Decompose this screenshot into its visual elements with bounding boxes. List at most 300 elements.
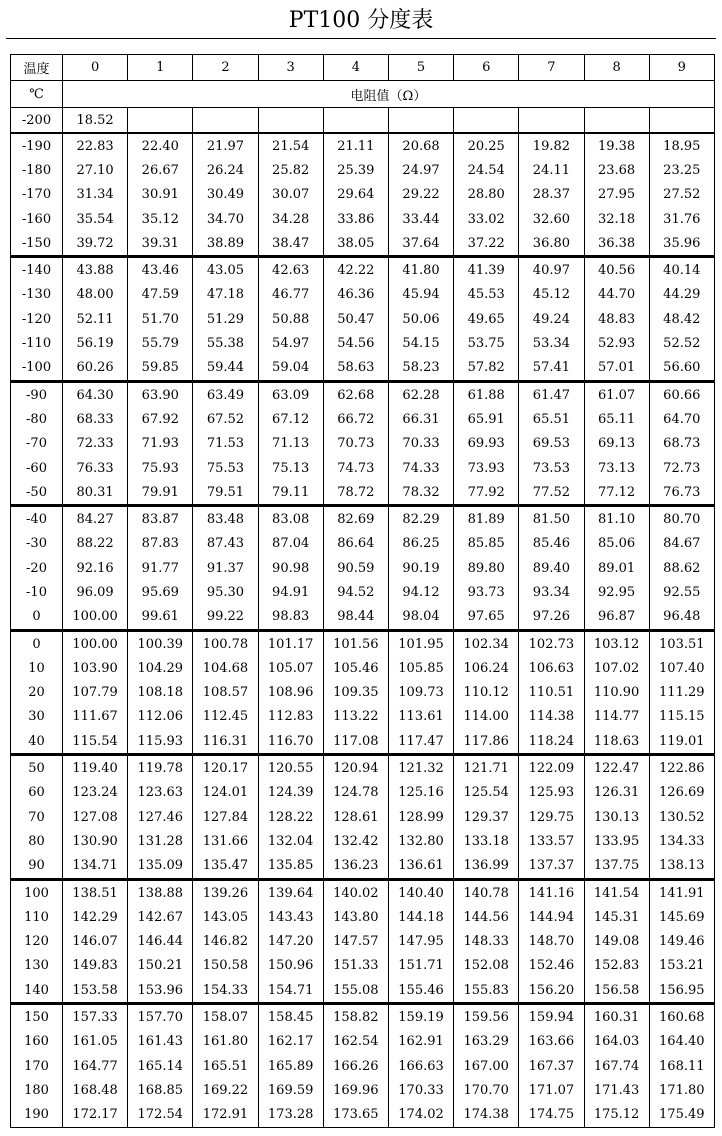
- resistance-cell: 72.73: [649, 456, 714, 480]
- resistance-cell: 144.56: [454, 905, 519, 929]
- resistance-cell: 116.70: [258, 729, 323, 755]
- resistance-cell: 74.33: [388, 456, 453, 480]
- temperature-cell: -90: [11, 381, 63, 407]
- resistance-cell: 22.40: [128, 133, 193, 158]
- resistance-cell: 77.52: [519, 480, 584, 506]
- resistance-cell: 76.33: [63, 456, 128, 480]
- temp-header-label: 温度: [11, 55, 63, 81]
- resistance-cell: 21.11: [323, 133, 388, 158]
- resistance-cell: 43.46: [128, 257, 193, 283]
- resistance-cell: 29.22: [388, 183, 453, 207]
- temperature-cell: 40: [11, 729, 63, 755]
- resistance-cell: 115.15: [649, 705, 714, 729]
- temp-unit-label: ℃: [11, 81, 63, 108]
- resistance-cell: 48.00: [63, 283, 128, 307]
- resistance-cell: 150.21: [128, 954, 193, 978]
- row-group: [11, 381, 715, 505]
- resistance-cell: 120.55: [258, 755, 323, 781]
- resistance-cell: 147.95: [388, 930, 453, 954]
- temperature-cell: -30: [11, 532, 63, 556]
- resistance-cell: 161.43: [128, 1030, 193, 1054]
- resistance-cell: 135.85: [258, 854, 323, 880]
- resistance-cell: 157.70: [128, 1004, 193, 1030]
- resistance-cell: 67.92: [128, 407, 193, 431]
- resistance-cell: 152.83: [584, 954, 649, 978]
- row-group: [11, 1004, 715, 1127]
- resistance-cell: 46.36: [323, 283, 388, 307]
- resistance-cell: 30.49: [193, 183, 258, 207]
- table-body-first-row: [11, 108, 715, 134]
- column-header: 6: [454, 55, 519, 81]
- resistance-cell: 140.78: [454, 879, 519, 905]
- resistance-cell: 114.38: [519, 705, 584, 729]
- resistance-cell: 131.28: [128, 829, 193, 853]
- resistance-cell: 107.40: [649, 656, 714, 680]
- resistance-cell: 126.31: [584, 781, 649, 805]
- table-row: [11, 729, 715, 755]
- resistance-cell: 127.46: [128, 805, 193, 829]
- resistance-cell: 42.63: [258, 257, 323, 283]
- resistance-cell: 103.90: [63, 656, 128, 680]
- resistance-cell: 27.10: [63, 158, 128, 182]
- temperature-cell: 100: [11, 879, 63, 905]
- resistance-cell: 73.93: [454, 456, 519, 480]
- resistance-cell: 107.02: [584, 656, 649, 680]
- resistance-cell: 145.69: [649, 905, 714, 929]
- resistance-cell: 84.67: [649, 532, 714, 556]
- table-row: [11, 580, 715, 604]
- resistance-cell: 115.93: [128, 729, 193, 755]
- temperature-cell: -70: [11, 432, 63, 456]
- resistance-cell: 43.88: [63, 257, 128, 283]
- resistance-cell: 28.80: [454, 183, 519, 207]
- resistance-cell: 148.70: [519, 930, 584, 954]
- resistance-cell: 81.50: [519, 506, 584, 532]
- resistance-cell: 41.80: [388, 257, 453, 283]
- resistance-cell: 160.68: [649, 1004, 714, 1030]
- resistance-cell: 155.08: [323, 978, 388, 1004]
- temperature-cell: 150: [11, 1004, 63, 1030]
- resistance-cell: 127.08: [63, 805, 128, 829]
- temperature-cell: -130: [11, 283, 63, 307]
- resistance-cell: 85.06: [584, 532, 649, 556]
- resistance-cell: 89.01: [584, 556, 649, 580]
- temperature-cell: 130: [11, 954, 63, 978]
- resistance-cell: 129.75: [519, 805, 584, 829]
- resistance-cell: 19.38: [584, 133, 649, 158]
- temperature-cell: 80: [11, 829, 63, 853]
- resistance-cell: 18.95: [649, 133, 714, 158]
- table-row: [11, 207, 715, 231]
- resistance-cell: 111.29: [649, 681, 714, 705]
- table-row: [11, 930, 715, 954]
- temperature-cell: -40: [11, 506, 63, 532]
- resistance-cell: 154.33: [193, 978, 258, 1004]
- resistance-cell: 138.88: [128, 879, 193, 905]
- resistance-cell: 48.83: [584, 307, 649, 331]
- resistance-cell: 59.44: [193, 356, 258, 382]
- resistance-cell: 137.75: [584, 854, 649, 880]
- resistance-cell: 136.23: [323, 854, 388, 880]
- resistance-cell: 58.63: [323, 356, 388, 382]
- row-group: [11, 630, 715, 754]
- resistance-cell: 53.34: [519, 331, 584, 355]
- resistance-cell: 123.24: [63, 781, 128, 805]
- temperature-cell: -150: [11, 231, 63, 257]
- resistance-cell: 81.10: [584, 506, 649, 532]
- resistance-cell: 27.95: [584, 183, 649, 207]
- resistance-cell: 130.90: [63, 829, 128, 853]
- resistance-cell: 174.75: [519, 1103, 584, 1128]
- temperature-cell: 110: [11, 905, 63, 929]
- resistance-cell: 131.66: [193, 829, 258, 853]
- resistance-cell: 40.56: [584, 257, 649, 283]
- resistance-cell: 124.78: [323, 781, 388, 805]
- resistance-cell: 144.18: [388, 905, 453, 929]
- resistance-cell: 89.80: [454, 556, 519, 580]
- table-row: [11, 656, 715, 680]
- resistance-cell: 100.78: [193, 630, 258, 656]
- temperature-cell: 0: [11, 630, 63, 656]
- temperature-cell: 120: [11, 930, 63, 954]
- resistance-cell: 69.13: [584, 432, 649, 456]
- resistance-cell: [193, 108, 258, 134]
- resistance-cell: 118.63: [584, 729, 649, 755]
- resistance-cell: [584, 108, 649, 134]
- resistance-cell: 159.19: [388, 1004, 453, 1030]
- resistance-cell: 60.66: [649, 381, 714, 407]
- resistance-cell: 147.57: [323, 930, 388, 954]
- table-row: [11, 781, 715, 805]
- resistance-cell: 136.61: [388, 854, 453, 880]
- resistance-cell: 71.53: [193, 432, 258, 456]
- resistance-cell: 99.22: [193, 605, 258, 631]
- resistance-cell: 175.12: [584, 1103, 649, 1128]
- resistance-cell: 45.94: [388, 283, 453, 307]
- resistance-cell: 66.72: [323, 407, 388, 431]
- resistance-cell: 121.71: [454, 755, 519, 781]
- resistance-cell: 98.44: [323, 605, 388, 631]
- resistance-cell: 135.47: [193, 854, 258, 880]
- resistance-cell: 165.14: [128, 1054, 193, 1078]
- resistance-cell: 90.59: [323, 556, 388, 580]
- resistance-cell: 150.96: [258, 954, 323, 978]
- resistance-cell: 95.30: [193, 580, 258, 604]
- resistance-cell: 40.14: [649, 257, 714, 283]
- resistance-cell: 45.12: [519, 283, 584, 307]
- resistance-cell: 52.11: [63, 307, 128, 331]
- resistance-header-label: 电阻值（Ω）: [63, 81, 715, 108]
- column-header: 2: [193, 55, 258, 81]
- resistance-cell: 21.54: [258, 133, 323, 158]
- resistance-cell: 83.87: [128, 506, 193, 532]
- resistance-cell: 165.89: [258, 1054, 323, 1078]
- resistance-cell: 44.29: [649, 283, 714, 307]
- resistance-cell: 88.22: [63, 532, 128, 556]
- resistance-cell: 45.53: [454, 283, 519, 307]
- resistance-cell: 108.96: [258, 681, 323, 705]
- resistance-cell: 141.91: [649, 879, 714, 905]
- resistance-cell: 66.31: [388, 407, 453, 431]
- resistance-cell: [454, 108, 519, 134]
- resistance-cell: 169.96: [323, 1078, 388, 1102]
- resistance-cell: 169.59: [258, 1078, 323, 1102]
- resistance-cell: 78.32: [388, 480, 453, 506]
- resistance-cell: 148.33: [454, 930, 519, 954]
- resistance-cell: 67.12: [258, 407, 323, 431]
- resistance-cell: [519, 108, 584, 134]
- resistance-cell: 144.94: [519, 905, 584, 929]
- table-row: [11, 133, 715, 158]
- column-header: 7: [519, 55, 584, 81]
- temperature-cell: -80: [11, 407, 63, 431]
- resistance-cell: 69.53: [519, 432, 584, 456]
- resistance-cell: 57.41: [519, 356, 584, 382]
- resistance-cell: 65.91: [454, 407, 519, 431]
- resistance-cell: 166.26: [323, 1054, 388, 1078]
- resistance-cell: 146.07: [63, 930, 128, 954]
- row-group: [11, 755, 715, 879]
- resistance-cell: 80.70: [649, 506, 714, 532]
- resistance-cell: 69.93: [454, 432, 519, 456]
- resistance-cell: 106.24: [454, 656, 519, 680]
- table-row: [11, 1030, 715, 1054]
- resistance-cell: 112.45: [193, 705, 258, 729]
- resistance-cell: 32.18: [584, 207, 649, 231]
- resistance-cell: 47.59: [128, 283, 193, 307]
- resistance-cell: 85.46: [519, 532, 584, 556]
- resistance-cell: 138.51: [63, 879, 128, 905]
- resistance-cell: 123.63: [128, 781, 193, 805]
- resistance-cell: 158.45: [258, 1004, 323, 1030]
- resistance-cell: 90.98: [258, 556, 323, 580]
- resistance-cell: 57.01: [584, 356, 649, 382]
- table-row: [11, 158, 715, 182]
- resistance-cell: 164.40: [649, 1030, 714, 1054]
- resistance-cell: 94.12: [388, 580, 453, 604]
- resistance-cell: 92.95: [584, 580, 649, 604]
- table-row: [11, 854, 715, 880]
- resistance-cell: 37.64: [388, 231, 453, 257]
- resistance-cell: 128.99: [388, 805, 453, 829]
- resistance-cell: 171.80: [649, 1078, 714, 1102]
- temperature-cell: -160: [11, 207, 63, 231]
- resistance-cell: 94.91: [258, 580, 323, 604]
- resistance-cell: 33.02: [454, 207, 519, 231]
- resistance-cell: 130.52: [649, 805, 714, 829]
- resistance-cell: 120.94: [323, 755, 388, 781]
- temperature-cell: 170: [11, 1054, 63, 1078]
- resistance-cell: 38.47: [258, 231, 323, 257]
- resistance-cell: 97.26: [519, 605, 584, 631]
- resistance-cell: 106.63: [519, 656, 584, 680]
- resistance-cell: 29.64: [323, 183, 388, 207]
- resistance-cell: 59.85: [128, 356, 193, 382]
- resistance-cell: 75.93: [128, 456, 193, 480]
- resistance-cell: 112.06: [128, 705, 193, 729]
- resistance-cell: 164.03: [584, 1030, 649, 1054]
- resistance-cell: 80.31: [63, 480, 128, 506]
- resistance-cell: 167.37: [519, 1054, 584, 1078]
- resistance-cell: 152.08: [454, 954, 519, 978]
- resistance-cell: 61.07: [584, 381, 649, 407]
- resistance-cell: 167.74: [584, 1054, 649, 1078]
- temperature-cell: -50: [11, 480, 63, 506]
- resistance-cell: 119.01: [649, 729, 714, 755]
- resistance-cell: 139.64: [258, 879, 323, 905]
- resistance-cell: 67.52: [193, 407, 258, 431]
- resistance-cell: 31.76: [649, 207, 714, 231]
- resistance-cell: 153.58: [63, 978, 128, 1004]
- resistance-cell: 115.54: [63, 729, 128, 755]
- resistance-cell: 102.73: [519, 630, 584, 656]
- resistance-cell: 38.05: [323, 231, 388, 257]
- resistance-cell: 55.38: [193, 331, 258, 355]
- resistance-cell: 103.51: [649, 630, 714, 656]
- resistance-cell: 102.34: [454, 630, 519, 656]
- resistance-cell: 38.89: [193, 231, 258, 257]
- resistance-cell: 96.09: [63, 580, 128, 604]
- resistance-cell: 87.83: [128, 532, 193, 556]
- resistance-cell: 35.96: [649, 231, 714, 257]
- resistance-cell: 83.48: [193, 506, 258, 532]
- resistance-cell: 81.89: [454, 506, 519, 532]
- temperature-cell: 20: [11, 681, 63, 705]
- resistance-cell: [323, 108, 388, 134]
- table-row: [11, 605, 715, 631]
- resistance-cell: 151.33: [323, 954, 388, 978]
- resistance-cell: 91.37: [193, 556, 258, 580]
- resistance-cell: 130.13: [584, 805, 649, 829]
- resistance-cell: 161.80: [193, 1030, 258, 1054]
- resistance-cell: 90.19: [388, 556, 453, 580]
- resistance-cell: 133.57: [519, 829, 584, 853]
- resistance-cell: 82.69: [323, 506, 388, 532]
- resistance-cell: 161.05: [63, 1030, 128, 1054]
- resistance-cell: 132.80: [388, 829, 453, 853]
- resistance-cell: 158.07: [193, 1004, 258, 1030]
- resistance-cell: 143.80: [323, 905, 388, 929]
- temperature-cell: 90: [11, 854, 63, 880]
- resistance-cell: 40.97: [519, 257, 584, 283]
- resistance-cell: 118.24: [519, 729, 584, 755]
- resistance-cell: 133.18: [454, 829, 519, 853]
- resistance-cell: 107.79: [63, 681, 128, 705]
- resistance-cell: 62.68: [323, 381, 388, 407]
- resistance-cell: 157.33: [63, 1004, 128, 1030]
- resistance-cell: 117.86: [454, 729, 519, 755]
- resistance-cell: 101.95: [388, 630, 453, 656]
- temperature-cell: -120: [11, 307, 63, 331]
- temperature-cell: -190: [11, 133, 63, 158]
- table-row: [11, 1078, 715, 1102]
- temperature-cell: 70: [11, 805, 63, 829]
- resistance-cell: 116.31: [193, 729, 258, 755]
- column-header: 0: [63, 55, 128, 81]
- resistance-cell: 68.73: [649, 432, 714, 456]
- temperature-cell: -170: [11, 183, 63, 207]
- table-row: [11, 1054, 715, 1078]
- resistance-cell: 99.61: [128, 605, 193, 631]
- resistance-cell: 50.47: [323, 307, 388, 331]
- resistance-cell: 147.20: [258, 930, 323, 954]
- resistance-cell: 79.11: [258, 480, 323, 506]
- resistance-cell: 23.25: [649, 158, 714, 182]
- resistance-cell: 50.88: [258, 307, 323, 331]
- table-row: [11, 705, 715, 729]
- resistance-cell: [649, 108, 714, 134]
- resistance-cell: 119.40: [63, 755, 128, 781]
- resistance-cell: 105.07: [258, 656, 323, 680]
- resistance-cell: [258, 108, 323, 134]
- resistance-cell: 111.67: [63, 705, 128, 729]
- resistance-cell: 170.70: [454, 1078, 519, 1102]
- column-header: 5: [388, 55, 453, 81]
- resistance-cell: 172.17: [63, 1103, 128, 1128]
- resistance-cell: 64.30: [63, 381, 128, 407]
- resistance-cell: 114.00: [454, 705, 519, 729]
- resistance-cell: 143.05: [193, 905, 258, 929]
- resistance-cell: 88.62: [649, 556, 714, 580]
- temperature-cell: 60: [11, 781, 63, 805]
- resistance-cell: 159.56: [454, 1004, 519, 1030]
- resistance-cell: 26.67: [128, 158, 193, 182]
- resistance-cell: 25.82: [258, 158, 323, 182]
- table-row: [11, 356, 715, 382]
- resistance-cell: 73.53: [519, 456, 584, 480]
- resistance-cell: 97.65: [454, 605, 519, 631]
- resistance-cell: 59.04: [258, 356, 323, 382]
- temperature-cell: -10: [11, 580, 63, 604]
- resistance-cell: 83.08: [258, 506, 323, 532]
- table-header: [11, 55, 715, 108]
- temperature-cell: 180: [11, 1078, 63, 1102]
- resistance-cell: 171.07: [519, 1078, 584, 1102]
- resistance-cell: 35.12: [128, 207, 193, 231]
- table-row: [11, 183, 715, 207]
- resistance-cell: 100.39: [128, 630, 193, 656]
- resistance-cell: 162.17: [258, 1030, 323, 1054]
- resistance-cell: 39.72: [63, 231, 128, 257]
- table-row: [11, 381, 715, 407]
- resistance-cell: 60.26: [63, 356, 128, 382]
- resistance-cell: 129.37: [454, 805, 519, 829]
- resistance-cell: 105.85: [388, 656, 453, 680]
- resistance-cell: 98.83: [258, 605, 323, 631]
- resistance-cell: 162.91: [388, 1030, 453, 1054]
- column-header: 1: [128, 55, 193, 81]
- resistance-cell: 165.51: [193, 1054, 258, 1078]
- resistance-cell: 63.90: [128, 381, 193, 407]
- resistance-cell: 86.64: [323, 532, 388, 556]
- resistance-cell: 21.97: [193, 133, 258, 158]
- resistance-cell: 122.09: [519, 755, 584, 781]
- resistance-cell: 137.37: [519, 854, 584, 880]
- resistance-cell: 53.75: [454, 331, 519, 355]
- column-header: 9: [649, 55, 714, 81]
- row-group: [11, 133, 715, 257]
- table-row: [11, 755, 715, 781]
- resistance-cell: 77.12: [584, 480, 649, 506]
- table-row: [11, 331, 715, 355]
- resistance-cell: 43.05: [193, 257, 258, 283]
- resistance-cell: [388, 108, 453, 134]
- resistance-cell: 36.80: [519, 231, 584, 257]
- resistance-cell: 78.72: [323, 480, 388, 506]
- temperature-cell: -110: [11, 331, 63, 355]
- resistance-cell: 55.79: [128, 331, 193, 355]
- temperature-cell: 0: [11, 605, 63, 631]
